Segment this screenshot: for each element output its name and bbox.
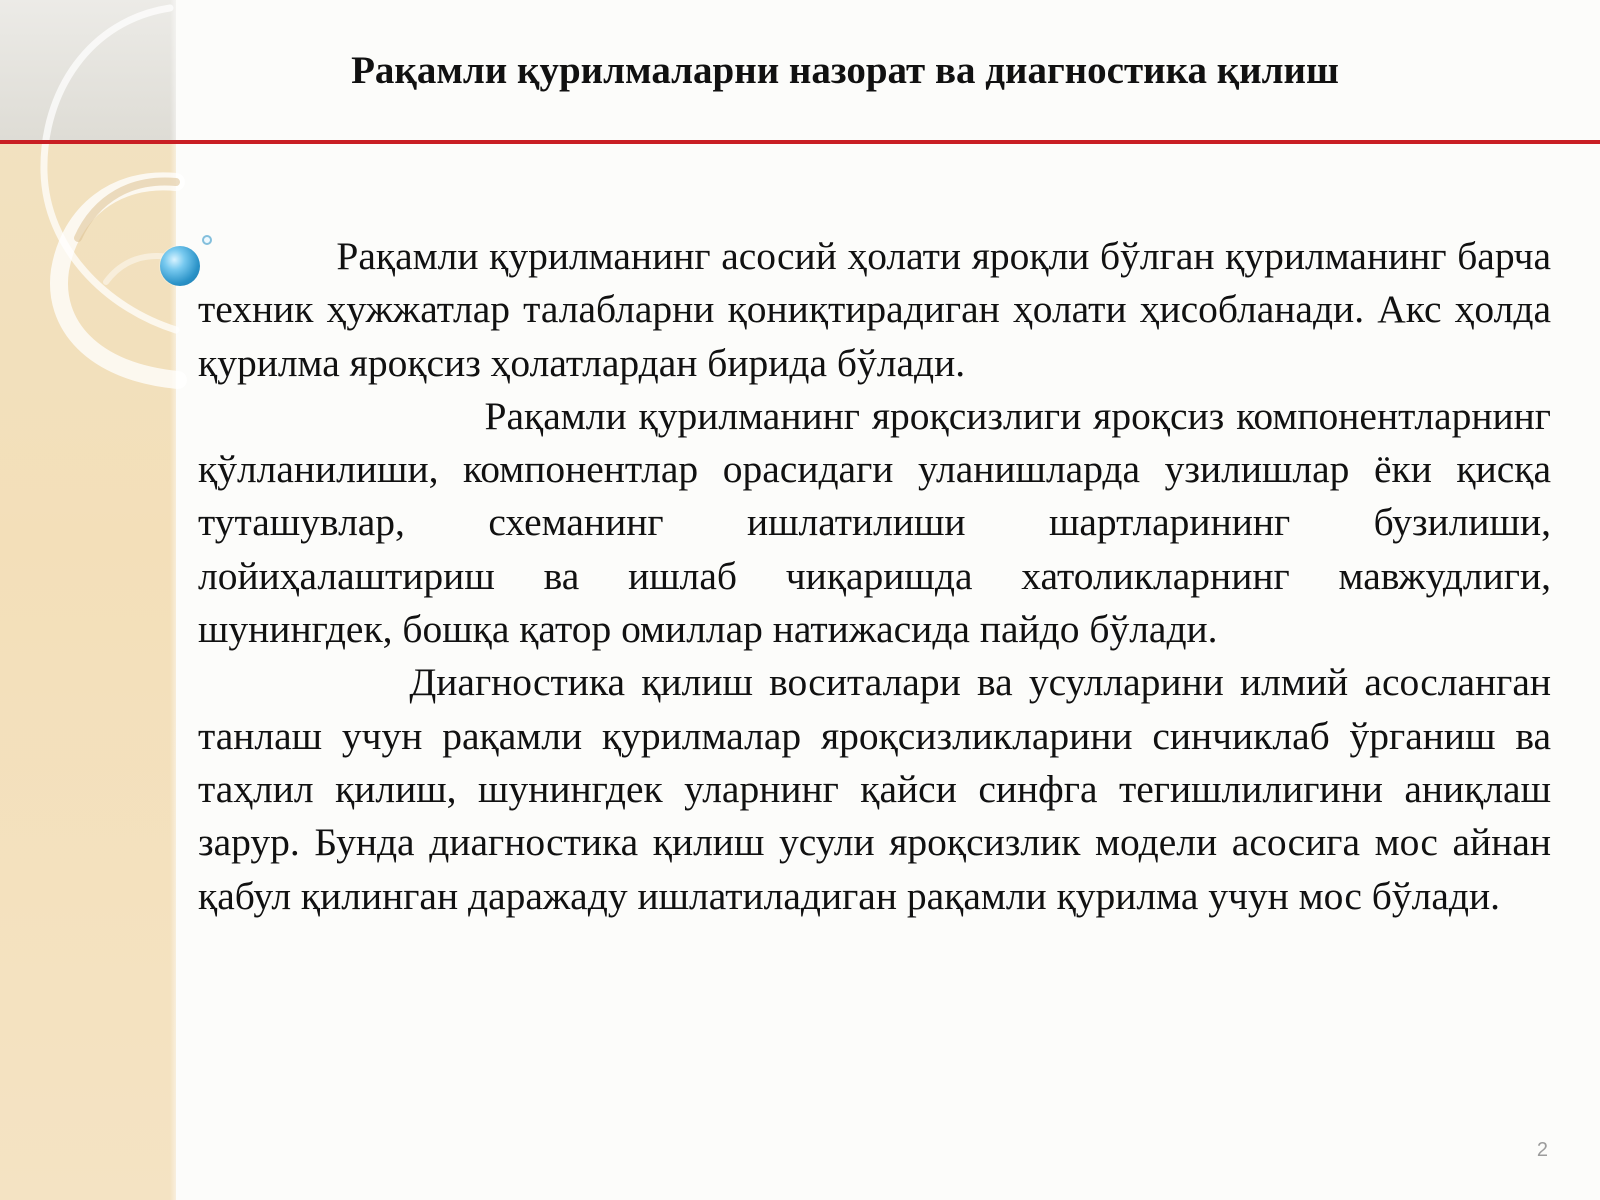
paragraph-2-text: Рақамли қурилманинг яроқсизлиги яроқсиз компонентларнинг қўлланилиши, компонентлар орасидаги уланишларда узилишлар ёки қисқа туташувлар, схеманинг ишлатилиши шартларининг бузилиши, лойиҳалаштириш ва ишлаб чиқаришда хатоликларнинг мавжудлиги, шунингдек, бошқа қатор омиллар натижасида пайдо бўлади. bbox=[198, 393, 1551, 652]
page-number: 2 bbox=[1536, 1139, 1548, 1161]
paragraph-2-indent bbox=[198, 394, 485, 438]
blue-bullet-icon bbox=[160, 246, 200, 286]
paragraph-3-indent bbox=[198, 660, 409, 704]
paragraph-1-indent bbox=[198, 234, 336, 278]
title-divider-line bbox=[0, 140, 1600, 144]
body-paragraph-1 bbox=[198, 230, 1551, 390]
paragraph-3-text: Диагностика қилиш воситалари ва усулларини илмий асосланган танлаш учун рақамли қурилмалар яроқсизликларини синчиклаб ўрганиш ва таҳлил қилиш, шунингдек уларнинг қайси синфга тегишлилигини аниқлаш зарур. Бунда диагностика қилиш усули яроқсизлик модели асосига мос айнан қабул қилинган даражаду ишлатиладиган рақамли қурилма учун мос бўлади. bbox=[198, 660, 1552, 918]
body-paragraph-2 bbox=[198, 390, 1551, 656]
top-left-gray-block bbox=[0, 0, 176, 142]
slide-title: Рақамли қурилмаларни назорат ва диагностика қилиш bbox=[351, 49, 1339, 92]
paragraph-1-text: Рақамли қурилманинг асосий ҳолати яроқли бўлган қурилманинг барча техник ҳужжатлар талабларни қониқтирадиган ҳолати ҳисобланади. Акс ҳолда қурилма яроқсиз ҳолатлардан бирида бўлади. bbox=[198, 234, 1551, 385]
left-decorative-panel bbox=[0, 0, 176, 1200]
slide-body-text bbox=[198, 230, 1551, 923]
body-paragraph-3 bbox=[198, 656, 1551, 922]
